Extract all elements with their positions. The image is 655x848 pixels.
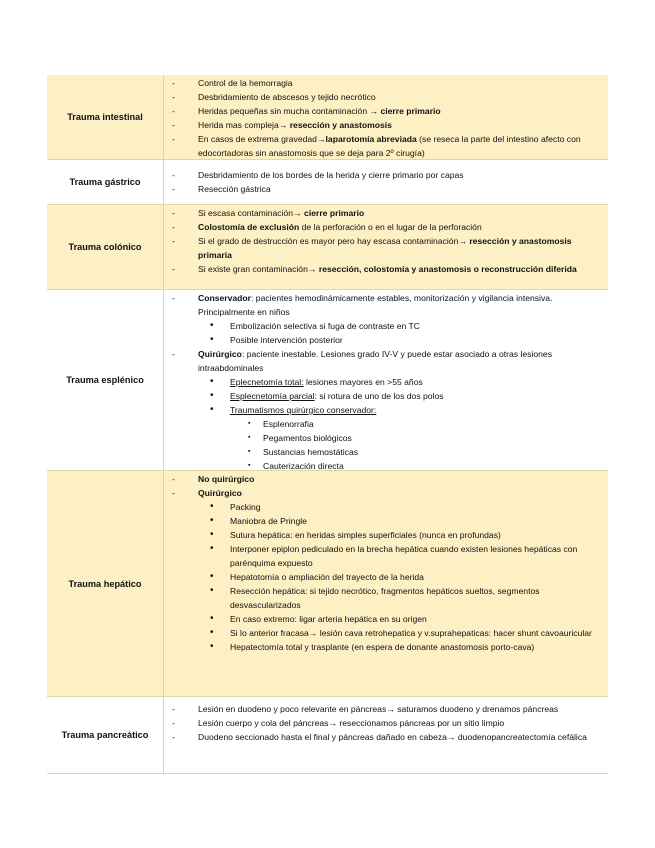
list-item: - Duodeno seccionado hasta el final y páncreas dañado en cabeza→ duodenopancreatectomía cefálica — [172, 730, 606, 744]
table-row — [47, 697, 608, 774]
list-item: - Si el grado de destrucción es mayor pero hay escasa contaminación→ resección y anastomosis primaria — [172, 234, 606, 262]
sub-item: • Embolización selectiva si fuga de contraste en TC — [172, 319, 606, 333]
sub-sub-item: ▪ Pegamentos biológicos — [172, 431, 606, 445]
list-item: - Si existe gran contaminación→ resección, colostomía y anastomosis o reconstrucción diferida — [172, 262, 606, 276]
sub-sub-item: ▪ Sustancias hemostáticas — [172, 445, 606, 459]
sub-item: • Posible intervención posterior — [172, 333, 606, 347]
row-content — [164, 290, 608, 470]
table-row — [47, 471, 608, 697]
sub-item: • Si lo anterior fracasa→ lesión cava retrohepatica y v.suprahepaticas: hacer shunt cavoauricular — [172, 626, 606, 640]
list-item: - Lesión cuerpo y cola del páncreas→ reseccionamos páncreas por un sitio limpio — [172, 716, 606, 730]
sub-item: • En caso extremo: ligar arteria hepática en su origen — [172, 612, 606, 626]
sub-item: • Packing — [172, 500, 606, 514]
sub-item: • Hepatectomía total y trasplante (en espera de donante anastomosis porto-cava) — [172, 640, 606, 654]
table-row — [47, 205, 608, 290]
sub-sub-item: ▪ Cauterización directa — [172, 459, 606, 473]
row-label: Trauma colónico — [47, 205, 164, 289]
sub-item: • Sutura hepática: en heridas simples superficiales (nunca en profundas) — [172, 528, 606, 542]
list-item: - Quirúrgico: paciente inestable. Lesiones grado IV-V y puede estar asociado a otras lesiones intraabdominales — [172, 347, 606, 375]
list-item: - Resección gástrica — [172, 182, 606, 196]
trauma-table — [47, 75, 608, 774]
list-item: - Si escasa contaminación→ cierre primario — [172, 206, 606, 220]
row-label: Trauma esplénico — [47, 290, 164, 470]
list-item: - Herida mas compleja→ resección y anastomosis — [172, 118, 606, 132]
sub-item: • Eplecnetomía total: lesiones mayores en >55 años — [172, 375, 606, 389]
list-item: - Control de la hemorragia — [172, 76, 606, 90]
list-item: - Desbridamiento de abscesos y tejido necrótico — [172, 90, 606, 104]
list-item: - Desbridamiento de los bordes de la herida y cierre primario por capas — [172, 168, 606, 182]
table-row — [47, 290, 608, 471]
row-label: Trauma pancreático — [47, 697, 164, 773]
list-item: - Conservador: pacientes hemodinámicamente estables, monitorización y vigilancia intensiva. Principalmente en niños — [172, 291, 606, 319]
table-row — [47, 160, 608, 205]
row-label: Trauma gástrico — [47, 160, 164, 204]
row-content — [164, 471, 608, 696]
list-item: - Heridas pequeñas sin mucha contaminación → cierre primario — [172, 104, 606, 118]
list-item: - No quirúrgico — [172, 472, 606, 486]
sub-item: • Maniobra de Pringle — [172, 514, 606, 528]
row-content — [164, 75, 608, 159]
list-item: - Colostomía de exclusión de la perforación o en el lugar de la perforación — [172, 220, 606, 234]
sub-sub-item: ▪ Esplenorrafia — [172, 417, 606, 431]
row-content — [164, 697, 608, 773]
row-label: Trauma hepático — [47, 471, 164, 696]
sub-item: • Hepatotomía o ampliación del trayecto de la herida — [172, 570, 606, 584]
row-content — [164, 205, 608, 289]
row-content — [164, 160, 608, 204]
table-row — [47, 75, 608, 160]
list-item: - En casos de extrema gravedad→laparotomía abreviada (se reseca la parte del intestino afecto con edocortadoras sin anastomosis que se deja para 2º cirugía) — [172, 132, 606, 160]
sub-item: • Resección hepática: si tejido necrótico, fragmentos hepáticos sueltos, segmentos desvascularizados — [172, 584, 606, 612]
sub-item: • Esplecnetomía parcial: si rotura de uno de los dos polos — [172, 389, 606, 403]
list-item: - Lesión en duodeno y poco relevante en páncreas→ saturamos duodeno y drenamos páncreas — [172, 702, 606, 716]
sub-item: • Traumatismos quirúrgico conservador: — [172, 403, 606, 417]
row-label: Trauma intestinal — [47, 75, 164, 159]
list-item: - Quirúrgico — [172, 486, 606, 500]
sub-item: • Interponer epiplon pediculado en la brecha hepática cuando existen lesiones hepáticas con parénquima expuesto — [172, 542, 606, 570]
